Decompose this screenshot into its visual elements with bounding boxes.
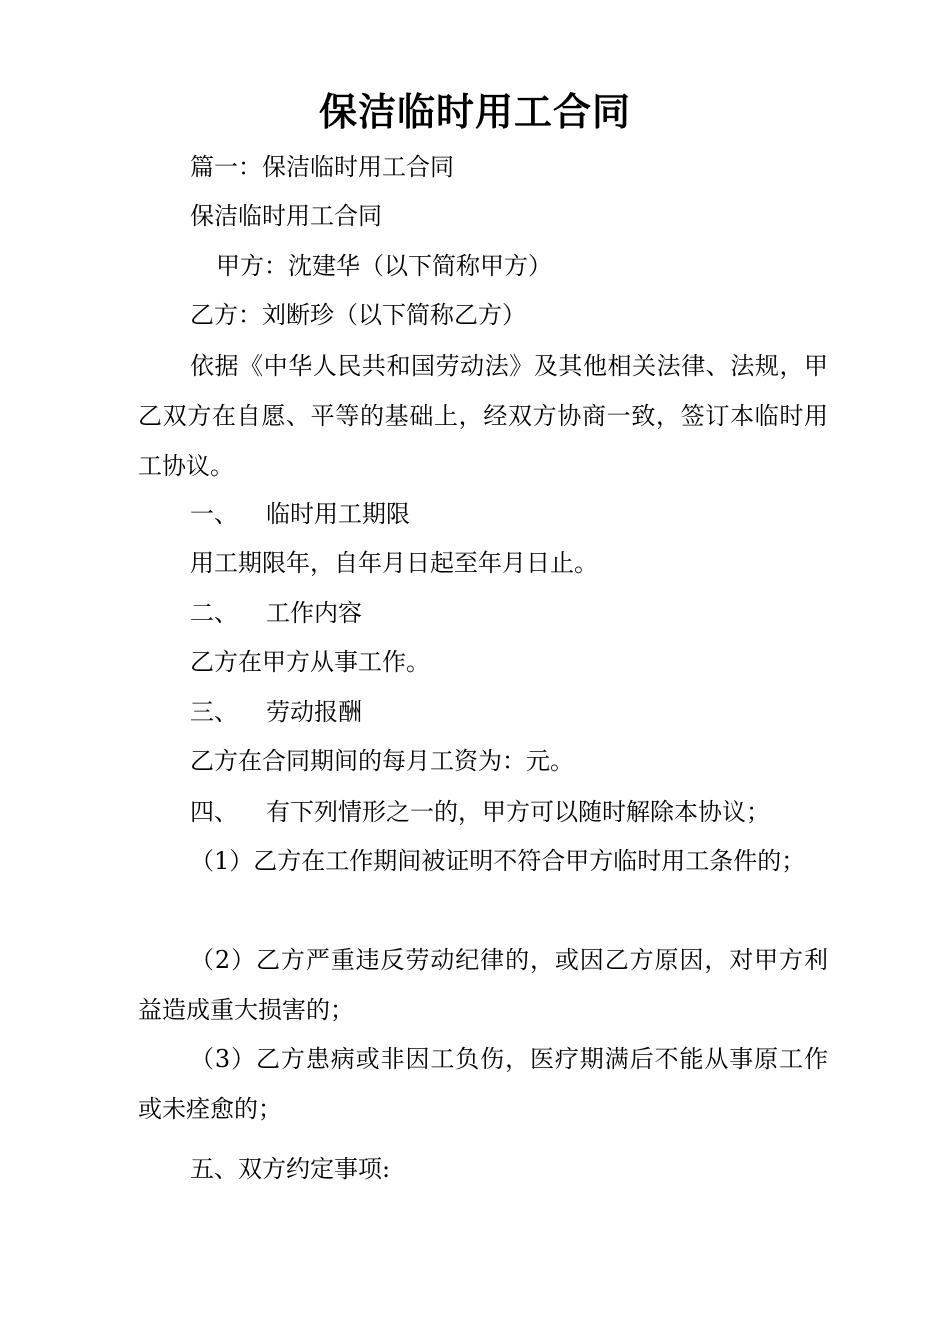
- section-title: 有下列情形之一的，甲方可以随时解除本协议；: [266, 798, 770, 826]
- section-heading-5: 五、双方约定事项:: [190, 1155, 391, 1183]
- document-title: 保洁临时用工合同: [318, 90, 631, 134]
- section-heading-4: [190, 795, 770, 829]
- section-number: 四、: [190, 798, 238, 826]
- section-heading-3: [190, 695, 362, 729]
- section-title: 临时用工期限: [266, 500, 410, 528]
- termination-item-1: （1）乙方在工作期间被证明不符合甲方临时用工条件的；: [190, 847, 806, 875]
- section-number: 二、: [190, 599, 238, 627]
- section-body-1: 用工期限年，自年月日起至年月日止。: [190, 549, 598, 577]
- section-heading-1: [190, 497, 410, 531]
- section-number: 三、: [190, 698, 238, 726]
- section-title: 工作内容: [266, 599, 362, 627]
- contract-subtitle: 保洁临时用工合同: [190, 202, 382, 230]
- section-number: 一、: [190, 500, 238, 528]
- section-heading-2: [190, 596, 362, 630]
- party-a: 甲方：沈建华（以下简称甲方）: [216, 252, 552, 280]
- section-body-3: 乙方在合同期间的每月工资为：元。: [190, 747, 574, 775]
- preamble-paragraph: 依据《中华人民共和国劳动法》及其他相关法律、法规，甲乙双方在自愿、平等的基础上，经双方协商一致，签订本临时用工协议。: [138, 352, 828, 480]
- termination-item-3: （3）乙方患病或非因工负伤，医疗期满后不能从事原工作或未痊愈的；: [138, 1045, 828, 1123]
- section-body-2: 乙方在甲方从事工作。: [190, 648, 430, 676]
- termination-item-2: （2）乙方严重违反劳动纪律的，或因乙方原因，对甲方利益造成重大损害的；: [138, 946, 828, 1024]
- part-heading: 篇一：保洁临时用工合同: [190, 153, 454, 181]
- party-b: 乙方：刘断珍（以下简称乙方）: [190, 301, 526, 329]
- section-title: 劳动报酬: [266, 698, 362, 726]
